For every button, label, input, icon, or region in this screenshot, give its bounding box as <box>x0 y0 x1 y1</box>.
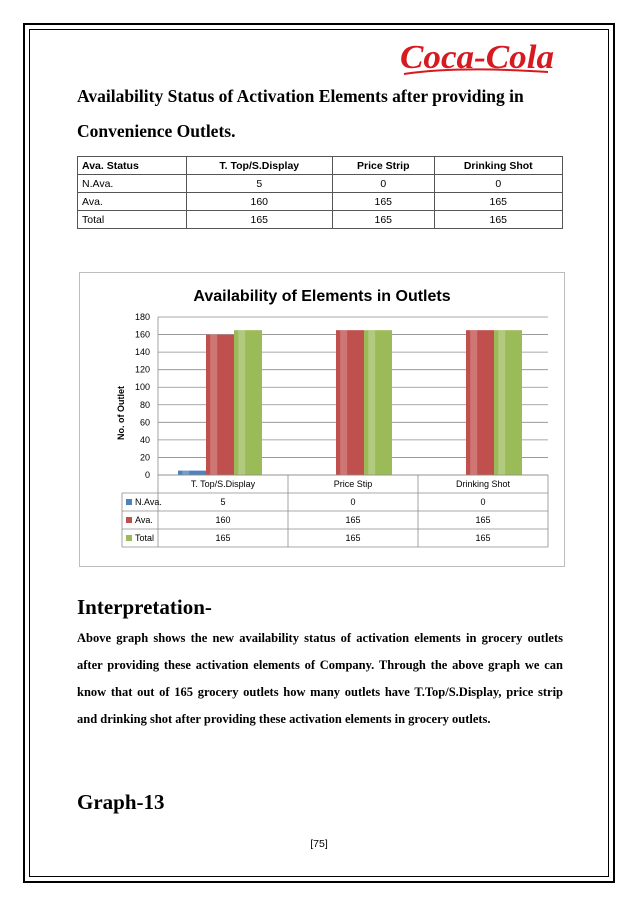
bar <box>206 335 234 475</box>
x-category-label: T. Top/S.Display <box>190 479 256 489</box>
table-cell: 165 <box>434 211 562 229</box>
bar-highlight <box>182 471 189 475</box>
data-label: 165 <box>345 533 361 543</box>
table-header-row <box>78 157 563 175</box>
chart-title: Availability of Elements in Outlets <box>193 288 451 305</box>
table-cell: 165 <box>332 193 434 211</box>
x-category-label: Drinking Shot <box>455 479 511 489</box>
bar-highlight <box>470 330 477 475</box>
bar <box>178 471 206 475</box>
availability-table <box>77 156 563 229</box>
y-tick-label: 180 <box>134 312 150 322</box>
y-tick-label: 40 <box>139 434 150 445</box>
y-tick-label: 100 <box>134 382 150 393</box>
legend-label: N.Ava. <box>135 497 162 507</box>
table-cell: 160 <box>186 193 332 211</box>
table-cell: 165 <box>186 211 332 229</box>
table-row <box>78 175 563 193</box>
data-label: 165 <box>215 533 231 543</box>
table-cell: 0 <box>434 175 562 193</box>
data-label: 0 <box>350 497 356 507</box>
y-tick-label: 80 <box>139 399 150 410</box>
svg-text:Coca-Cola: Coca-Cola <box>400 39 554 76</box>
y-tick-label: 120 <box>134 364 150 375</box>
bar <box>234 330 262 475</box>
y-tick-label: 60 <box>139 417 150 428</box>
table-header-cell: Price Strip <box>332 157 434 175</box>
chart-y-axis-label: No. of Outlet <box>116 386 126 440</box>
table-row <box>78 211 563 229</box>
chart-data-table <box>122 475 548 547</box>
data-label: 165 <box>345 515 361 525</box>
bar <box>466 330 494 475</box>
y-tick-label: 0 <box>144 470 150 480</box>
table-header-cell: Ava. Status <box>78 157 187 175</box>
data-label: 0 <box>480 497 486 507</box>
table-row <box>78 193 563 211</box>
chart-bars <box>178 330 522 475</box>
graph-label: Graph-13 <box>77 790 165 814</box>
y-tick-label: 140 <box>134 347 150 358</box>
table-cell: Total <box>78 211 187 229</box>
x-category-label: Price Stip <box>333 479 373 489</box>
table-cell: N.Ava. <box>78 175 187 193</box>
legend-swatch <box>126 517 132 523</box>
bar-highlight <box>238 330 245 475</box>
data-label: 5 <box>220 497 226 507</box>
table-cell: 165 <box>434 193 562 211</box>
coca-cola-logo <box>398 36 558 80</box>
table-header-cell: Drinking Shot <box>434 157 562 175</box>
bar-highlight <box>340 330 347 475</box>
bar <box>336 330 364 475</box>
y-tick-label: 160 <box>134 329 150 340</box>
legend-label: Total <box>135 533 155 543</box>
legend-label: Ava. <box>135 515 153 525</box>
table-header-cell: T. Top/S.Display <box>186 157 332 175</box>
bar <box>364 330 392 475</box>
bar <box>494 330 522 475</box>
data-label: 165 <box>475 533 491 543</box>
availability-chart <box>79 272 565 567</box>
table-cell: Ava. <box>78 193 187 211</box>
legend-swatch <box>126 535 132 541</box>
data-label: 165 <box>475 515 491 525</box>
interpretation-title: Interpretation- <box>77 595 212 619</box>
bar-highlight <box>210 335 217 475</box>
data-label: 160 <box>215 515 231 525</box>
table-cell: 165 <box>332 211 434 229</box>
table-cell: 0 <box>332 175 434 193</box>
legend-swatch <box>126 499 132 505</box>
y-tick-label: 20 <box>139 452 150 463</box>
interpretation-text: Above graph shows the new availability status of activation elements in grocery outlets after providing these activation elements of Company. Through the above graph we can know that out of 165 grocery outlets how many outlets have T.Top/S.Display, price strip and drinking shot after providing these activation elements in grocery outlets. <box>77 631 563 726</box>
bar-highlight <box>368 330 375 475</box>
section-heading: Availability Status of Activation Elements after providing in Convenience Outlets. <box>77 86 524 141</box>
table-cell: 5 <box>186 175 332 193</box>
bar-highlight <box>498 330 505 475</box>
page-number: [75] <box>310 838 328 850</box>
chart-svg <box>80 273 564 566</box>
chart-y-ticks <box>135 312 150 480</box>
